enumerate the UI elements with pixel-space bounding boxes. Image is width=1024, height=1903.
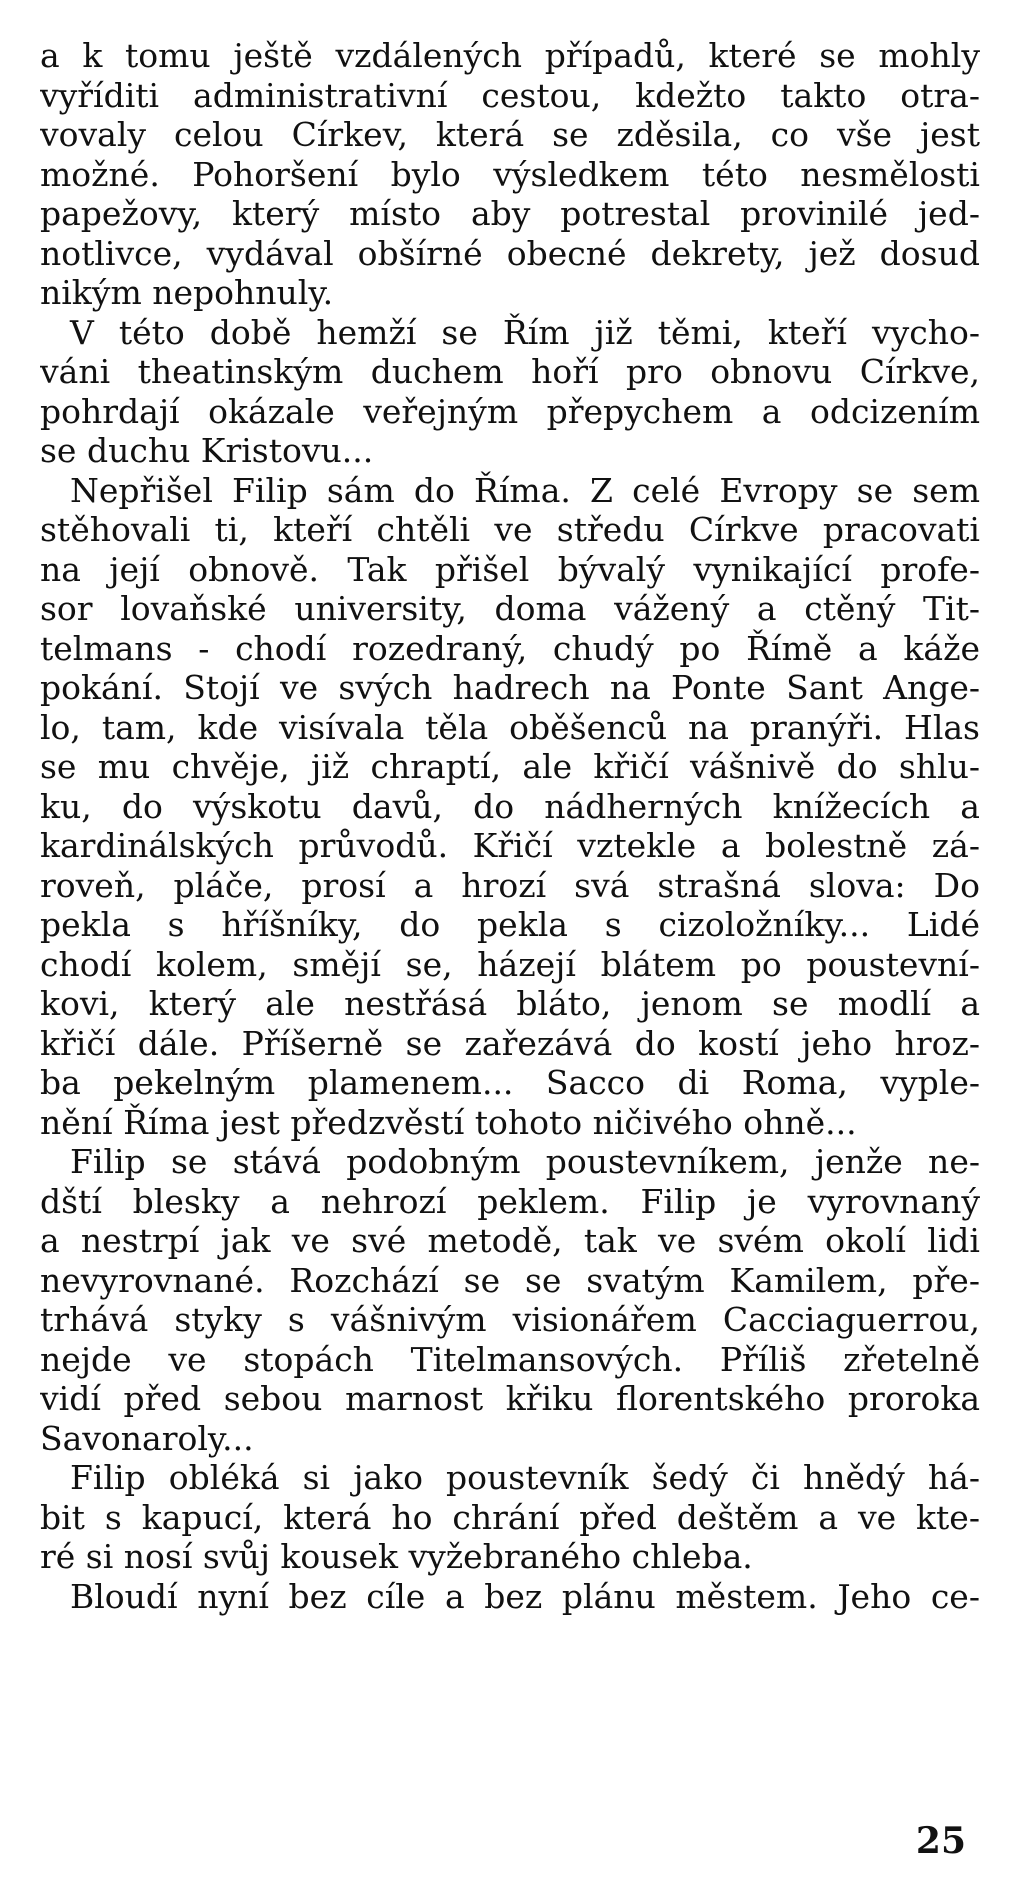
text-line: roveň, pláče, prosí a hrozí svá strašná slova: Do [40, 865, 980, 905]
text-line: na její obnově. Tak přišel bývalý vynikající profe- [40, 549, 980, 589]
text-line: Nepřišel Filip sám do Říma. Z celé Evropy se sem [70, 470, 980, 510]
text-line: notlivce, vydával obšírné obecné dekrety, jež dosud [40, 233, 980, 273]
text-line: možné. Pohoršení bylo výsledkem této nesmělosti [40, 154, 980, 194]
text-line: nejde ve stopách Titelmansových. Příliš zřetelně [40, 1339, 980, 1379]
text-line: papežovy, který místo aby potrestal provinilé jed- [40, 194, 980, 233]
text-line: Savonaroly... [40, 1418, 254, 1458]
text-line: kardinálských průvodů. Křičí vztekle a bolestně zá- [40, 826, 980, 865]
text-line: Filip obléká si jako poustevník šedý či hnědý há- [70, 1458, 980, 1497]
text-line: váni theatinským duchem hoří pro obnovu Církve, [40, 352, 980, 391]
text-line: ré si nosí svůj kousek vyžebraného chleba. [40, 1537, 753, 1576]
text-line: chodí kolem, smějí se, házejí blátem po poustevní- [40, 944, 980, 984]
text-line: kovi, který ale nestřásá bláto, jenom se modlí a [40, 984, 980, 1023]
text-line: sor lovaňské university, doma vážený a ctěný Tit- [40, 589, 980, 628]
text-line: ku, do výskotu davů, do nádherných knížecích a [40, 786, 980, 826]
text-line: pohrdají okázale veřejným přepychem a odcizením [40, 391, 980, 431]
text-line: V této době hemží se Řím již těmi, kteří vycho- [70, 312, 980, 352]
text-line: stěhovali ti, kteří chtěli ve středu Církve pracovati [40, 510, 980, 549]
text-line: nevyrovnané. Rozchází se se svatým Kamilem, pře- [40, 1260, 980, 1300]
text-line: nění Říma jest předzvěstí tohoto ničivého ohně... [40, 1102, 857, 1142]
text-line: pokání. Stojí ve svých hadrech na Ponte Sant Ange- [40, 668, 980, 707]
text-line: se duchu Kristovu... [40, 431, 374, 470]
page-number: 25 [915, 1820, 966, 1862]
text-line: ba pekelným plamenem... Sacco di Roma, vyple- [40, 1063, 980, 1102]
text-line: Bloudí nyní bez cíle a bez plánu městem. Jeho ce- [70, 1576, 980, 1616]
text-line: nikým nepohnuly. [40, 273, 334, 312]
text-line: dští blesky a nehrozí peklem. Filip je vyrovnaný [40, 1181, 980, 1221]
text-line: Filip se stává podobným poustevníkem, jenže ne- [70, 1142, 980, 1181]
text-line: bit s kapucí, která ho chrání před deštěm a ve kte- [40, 1497, 980, 1537]
text-line: lo, tam, kde visívala těla oběšenců na pranýři. Hlas [40, 707, 980, 747]
text-line: vidí před sebou marnost křiku florentského proroka [40, 1379, 980, 1418]
text-line: telmans - chodí rozedraný, chudý po Římě a káže [40, 628, 980, 668]
text-line: vovaly celou Církev, která se zděsila, co vše jest [40, 115, 980, 154]
text-line: pekla s hříšníky, do pekla s cizoložníky... Lidé [40, 905, 980, 944]
text-line: křičí dále. Příšerně se zařezává do kostí jeho hroz- [40, 1023, 980, 1063]
text-line: a nestrpí jak ve své metodě, tak ve svém okolí lidi [40, 1221, 980, 1260]
body-text [40, 36, 980, 1616]
text-line: a k tomu ještě vzdálených případů, které se mohly [40, 36, 980, 75]
text-line: se mu chvěje, již chraptí, ale křičí vášnivě do shlu- [40, 747, 980, 786]
text-line: vyříditi administrativní cestou, kdežto takto otra- [40, 75, 980, 115]
text-line: trhává styky s vášnivým visionářem Cacciaguerrou, [40, 1300, 980, 1339]
